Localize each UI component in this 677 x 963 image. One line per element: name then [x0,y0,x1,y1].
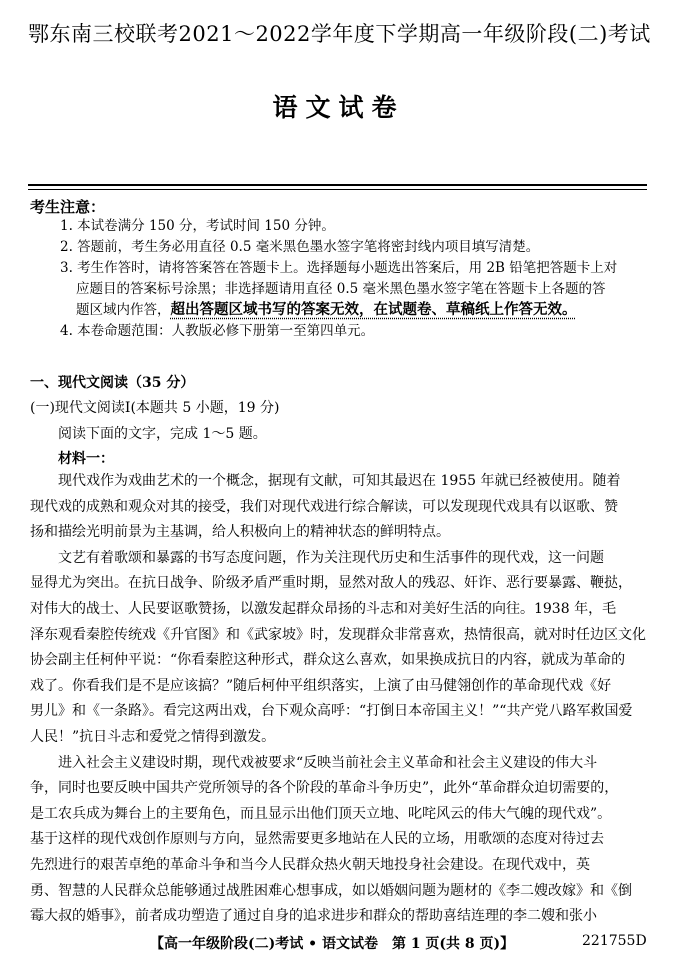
passage-line: 霉大叔的婚事》，前者成功塑造了通过自身的追求进步和群众的帮助喜结连理的李二嫂和张小 [30,908,597,925]
passage-line: 进入社会主义建设时期，现代戏被要求“反映当前社会主义革命和社会主义建设的伟大斗 [58,754,598,771]
reading-instruction: 阅读下面的文字，完成 1～5 题。 [58,426,267,442]
footer-page-info: 【高一年级阶段(二)考试 • 语文试卷 第 1 页(共 8 页)】 [150,936,515,952]
notice-item-3-cont2 [60,300,650,321]
notice-item-1: 1. 本试卷满分 150 分，考试时间 150 分钟。 [60,218,335,234]
part1-heading: 一、现代文阅读（35 分） [30,375,195,391]
passage-line: 文艺有着歌颂和暴露的书写态度问题，作为关注现代历史和生活事件的现代戏，这一问题 [58,549,604,566]
notice-heading: 考生注意： [30,198,106,216]
material-label: 材料一： [58,451,114,467]
notice-item-3-tail: 题区域内作答， [76,302,171,318]
passage-line: 对伟大的战士、人民要讴歌赞扬，以激发起群众昂扬的斗志和对美好生活的向往。1938 年，毛 [30,600,617,617]
passage-line: 先烈进行的艰苦卓绝的革命斗争和当今人民群众热火朝天地投身社会建设。在现代戏中，英 [30,856,590,873]
notice-item-3-cont: 应题目的答案标号涂黑；非选择题请用直径 0.5 毫米黑色墨水签字笔在答题卡上各题的答 [76,281,606,297]
notice-item-4: 4. 本卷命题范围：人教版必修下册第一至第四单元。 [60,323,375,339]
passage-line: 男儿》和《一条路》。看完这两出戏，台下观众高呼：“打倒日本帝国主义！”“共产党八路军救国爱 [30,703,633,720]
passage-line: 扬和描绘光明前景为主基调，给人积极向上的精神状态的鲜明特点。 [30,524,450,541]
passage-line: 勇、智慧的人民群众总能够通过战胜困难心想事成，如以婚姻问题为题材的《李二嫂改嫁》和《倒 [30,882,632,899]
notice-emphasis: 超出答题区域书写的答案无效，在试题卷、草稿纸上作答无效。 [170,302,577,318]
passage-line: 现代戏的成熟和观众对其的接受，我们对现代戏进行综合解读，可以发现现代戏具有以讴歌、赞 [30,498,618,515]
passage-line: 泽东观看秦腔传统戏《升官图》和《武家坡》时，发现群众非常喜欢，热情很高，就对时任边区文化 [30,626,646,643]
passage [30,469,652,930]
passage-line: 现代戏作为戏曲艺术的一个概念，据现有文献，可知其最迟在 1955 年就已经被使用。随着 [58,473,621,489]
passage-line: 协会副主任柯仲平说：“你看秦腔这种形式，群众这么喜欢，如果换成抗日的内容，就成为革命的 [30,652,626,669]
passage-line: 基于这样的现代戏创作原则与方向，显然需要更多地站在人民的立场，用歌颂的态度对待过去 [30,831,604,848]
notice-item-2: 2. 答题前，考生务必用直径 0.5 毫米黑色墨水签字笔将密封线内项目填写清楚。 [60,239,540,255]
footer-code: 221755D [582,933,647,949]
notice-list [60,216,650,342]
passage-line: 人民！”抗日斗志和爱党之情得到激发。 [30,728,276,745]
exam-title: 鄂东南三校联考2021～2022学年度下学期高一年级阶段(二)考试 [28,22,651,46]
passage-line: 戏了。你看我们是不是应该搞？”随后柯仲平组织落实，上演了由马健翎创作的革命现代戏《好 [30,677,612,694]
header-rule-thin [28,189,647,190]
passage-line: 是工农兵成为舞台上的主要角色，而且显示出他们顶天立地、叱咤风云的伟大气魄的现代戏”。 [30,805,612,822]
notice-item-3: 3. 考生作答时，请将答案答在答题卡上。选择题每小题选出答案后，用 2B 铅笔把答题卡上对 [60,260,618,276]
passage-line: 显得尤为突出。在抗日战争、阶级矛盾严重时期，显然对敌人的残忍、奸诈、恶行要暴露、鞭挞， [30,575,632,592]
part1-subheading: (一)现代文阅读Ⅰ(本题共 5 小题，19 分) [30,400,280,416]
subject-title: 语文试卷 [272,93,405,122]
header-rule-thick [28,184,647,186]
passage-line: 争，同时也要反映中国共产党所领导的各个阶段的革命斗争历史”，此外“革命群众迫切需要的， [30,780,619,797]
